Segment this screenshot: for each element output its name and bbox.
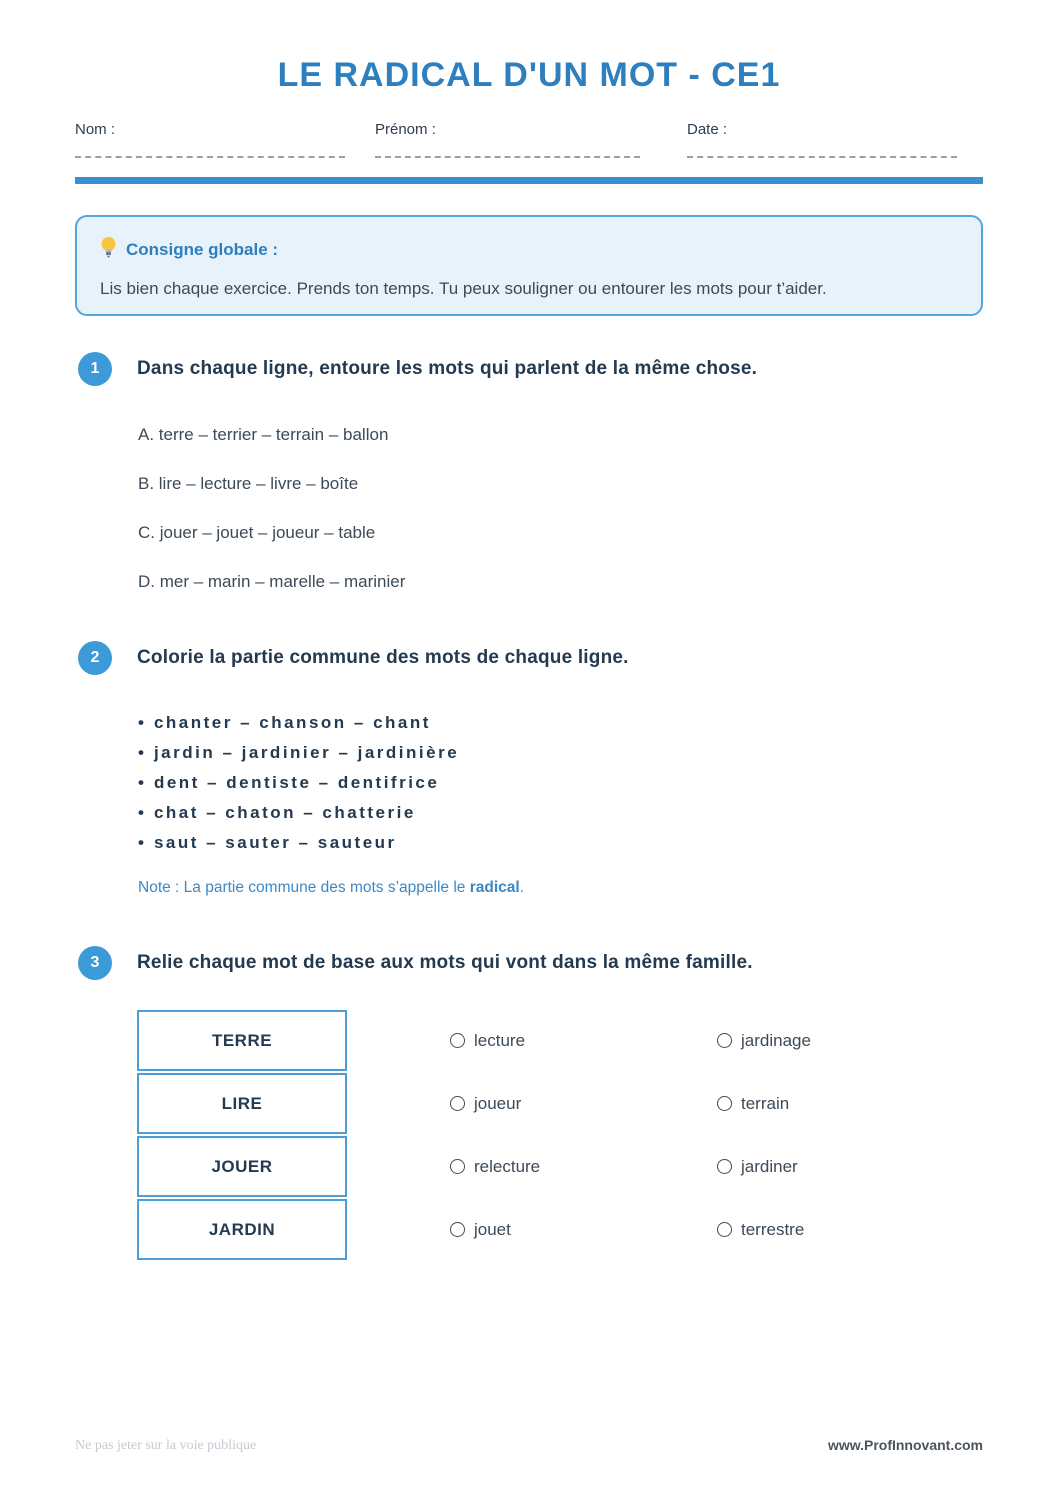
field-date-label: Date : (687, 121, 728, 138)
connect-circle-icon (717, 1033, 732, 1048)
base-word-cell: TERRE (137, 1010, 347, 1071)
exercise-2-title: Colorie la partie commune des mots de chaque ligne. (137, 647, 629, 668)
base-word-cell: JOUER (137, 1136, 347, 1197)
option-item: terrestre (717, 1199, 977, 1260)
word-line: B. lire – lecture – livre – boîte (138, 474, 359, 493)
exercise-3-header (78, 946, 753, 980)
lightbulb-icon (100, 236, 117, 264)
header-divider-bar (75, 177, 983, 184)
consigne-callout (75, 215, 983, 316)
bullet-icon: • (138, 833, 144, 852)
connect-circle-icon (717, 1096, 732, 1111)
base-words-table (137, 1010, 347, 1262)
exercise-3-number-badge: 3 (78, 946, 112, 980)
bullet-icon: • (138, 803, 144, 822)
exercise-2-word-lines (138, 713, 459, 863)
bullet-icon: • (138, 713, 144, 732)
option-item: terrain (717, 1073, 977, 1134)
connect-circle-icon (450, 1033, 465, 1048)
footer-disclaimer: Ne pas jeter sur la voie publique (75, 1438, 257, 1453)
option-item: relecture (450, 1136, 710, 1197)
field-prenom (375, 121, 640, 158)
base-word-cell: LIRE (137, 1073, 347, 1134)
connect-circle-icon (717, 1222, 732, 1237)
field-nom (75, 121, 345, 158)
base-word-cell: JARDIN (137, 1199, 347, 1260)
field-prenom-label: Prénom : (375, 121, 436, 138)
option-item: jouet (450, 1199, 710, 1260)
connect-circle-icon (450, 1159, 465, 1174)
options-column-2 (717, 1010, 977, 1262)
word-line: • saut – sauter – sauteur (138, 833, 397, 852)
option-item: jardinage (717, 1010, 977, 1071)
option-item: jardiner (717, 1136, 977, 1197)
consigne-title: Consigne globale : (126, 240, 279, 259)
exercise-1-word-lines (138, 425, 405, 621)
options-column-1 (450, 1010, 710, 1262)
field-nom-writein-line (75, 156, 345, 158)
bullet-icon: • (138, 743, 144, 762)
field-prenom-writein-line (375, 156, 640, 158)
option-item: lecture (450, 1010, 710, 1071)
exercise-1-title: Dans chaque ligne, entoure les mots qui parlent de la même chose. (137, 358, 758, 379)
bullet-icon: • (138, 773, 144, 792)
exercise-1-header (78, 352, 757, 386)
word-line: D. mer – marin – marelle – marinier (138, 572, 406, 591)
word-line: • chat – chaton – chatterie (138, 803, 416, 822)
word-line: • chanter – chanson – chant (138, 713, 431, 732)
connect-circle-icon (717, 1159, 732, 1174)
word-line: • dent – dentiste – dentifrice (138, 773, 440, 792)
option-item: joueur (450, 1073, 710, 1134)
field-date (687, 121, 957, 158)
footer-website: www.ProfInnovant.com (827, 1437, 983, 1453)
exercise-3-title: Relie chaque mot de base aux mots qui vont dans la même famille. (137, 952, 753, 973)
word-line: C. jouer – jouet – joueur – table (138, 523, 376, 542)
word-line: A. terre – terrier – terrain – ballon (138, 425, 389, 444)
field-date-writein-line (687, 156, 957, 158)
page-title: LE RADICAL D'UN MOT - CE1 (277, 56, 781, 94)
exercise-2-header (78, 641, 629, 675)
field-nom-label: Nom : (75, 121, 116, 138)
exercise-2-number-badge: 2 (78, 641, 112, 675)
connect-circle-icon (450, 1222, 465, 1237)
connect-circle-icon (450, 1096, 465, 1111)
word-line: • jardin – jardinier – jardinière (138, 743, 460, 762)
exercise-2-note: Note : La partie commune des mots s’appelle le radical. (138, 879, 524, 896)
exercise-1-number-badge: 1 (78, 352, 112, 386)
consigne-text: Lis bien chaque exercice. Prends ton temps. Tu peux souligner ou entourer les mots pour t’aider. (100, 279, 827, 298)
